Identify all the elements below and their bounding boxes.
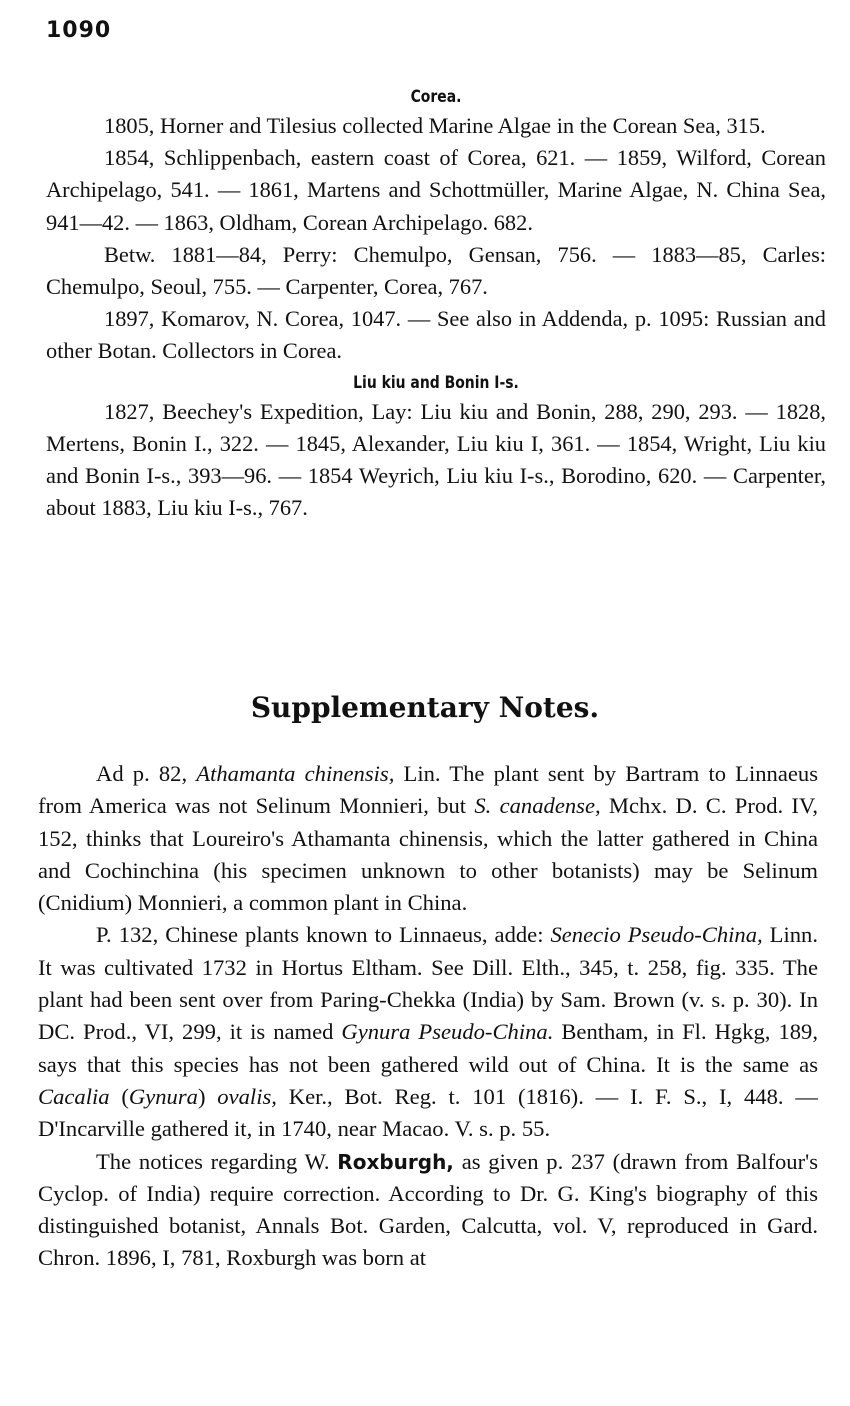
paragraph-corea-4: 1897, Komarov, N. Corea, 1047. — See also in Addenda, p. 1095: Russian and other Botan. Collectors in Corea. xyxy=(46,306,826,364)
heading-supplementary-notes: Supplementary Notes. xyxy=(250,691,600,724)
paragraph-corea-1: 1805, Horner and Tilesius collected Marine Algae in the Corean Sea, 315. xyxy=(104,113,766,138)
paragraph-liukiu-1: 1827, Beechey's Expedition, Lay: Liu kiu and Bonin, 288, 290, 293. — 1828, Mertens, Bonin I., 322. — 1845, Alexander, Liu kiu I, 361. — 1854, Wright, Liu kiu and Bonin I-s., 393—96. — 1854 Weyrich, Liu kiu I-s., Borodino, 620. — Carpenter, about 1883, Liu kiu I-s., 767. xyxy=(46,398,826,521)
page-number: 1090 xyxy=(46,18,112,43)
paragraph-corea-2: 1854, Schlippenbach, eastern coast of Corea, 621. — 1859, Wilford, Corean Archipelago, 541. — 1861, Martens and Schottmüller, Marine Algae, N. China Sea, 941—42. — 1863, Oldham, Corean Archipelago. 682. xyxy=(46,145,826,235)
paragraph-supplementary-1: Ad p. 82, Athamanta chinensis, Lin. The plant sent by Bartram to Linnaeus from America was not Selinum Monnieri, but S. canadense, Mchx. D. C. Prod. IV, 152, thinks that Loureiro's Athamanta chinensis, which the latter gathered in China and Cochinchina (his specimen unknown to other botanists) may be Selinum (Cnidium) Monnieri, a common plant in China. xyxy=(38,761,818,916)
paragraph-supplementary-2: P. 132, Chinese plants known to Linnaeus, adde: Senecio Pseudo-China, Linn. It was cultivated 1732 in Hortus Eltham. See Dill. Elth., 345, t. 258, fig. 335. The plant had been sent over from Paring-Chekka (India) by Sam. Brown (v. s. p. 30). In DC. Prod., VI, 299, it is named Gynura Pseudo-China. Bentham, in Fl. Hgkg, 189, says that this species has not been gathered wild out of China. It is the same as Cacalia (Gynura) ovalis, Ker., Bot. Reg. t. 101 (1816). — I. F. S., I, 448. — D'Incarville gathered it, in 1740, near Macao. V. s. p. 55. xyxy=(38,922,818,1142)
paragraph-supplementary-3: The notices regarding W. Roxburgh, as given p. 237 (drawn from Balfour's Cyclop. of India) require correction. According to Dr. G. King's biography of this distinguished botanist, Annals Bot. Garden, Calcutta, vol. V, reproduced in Gard. Chron. 1896, I, 781, Roxburgh was born at xyxy=(38,1148,818,1271)
section-corea-liukiu xyxy=(46,84,826,524)
heading-corea: Corea. xyxy=(410,87,462,107)
paragraph-corea-3: Betw. 1881—84, Perry: Chemulpo, Gensan, 756. — 1883—85, Carles: Chemulpo, Seoul, 755. — Carpenter, Corea, 767. xyxy=(46,241,826,300)
section-supplementary xyxy=(38,758,818,1275)
heading-liukiu: Liu kiu and Bonin I-s. xyxy=(353,372,519,393)
